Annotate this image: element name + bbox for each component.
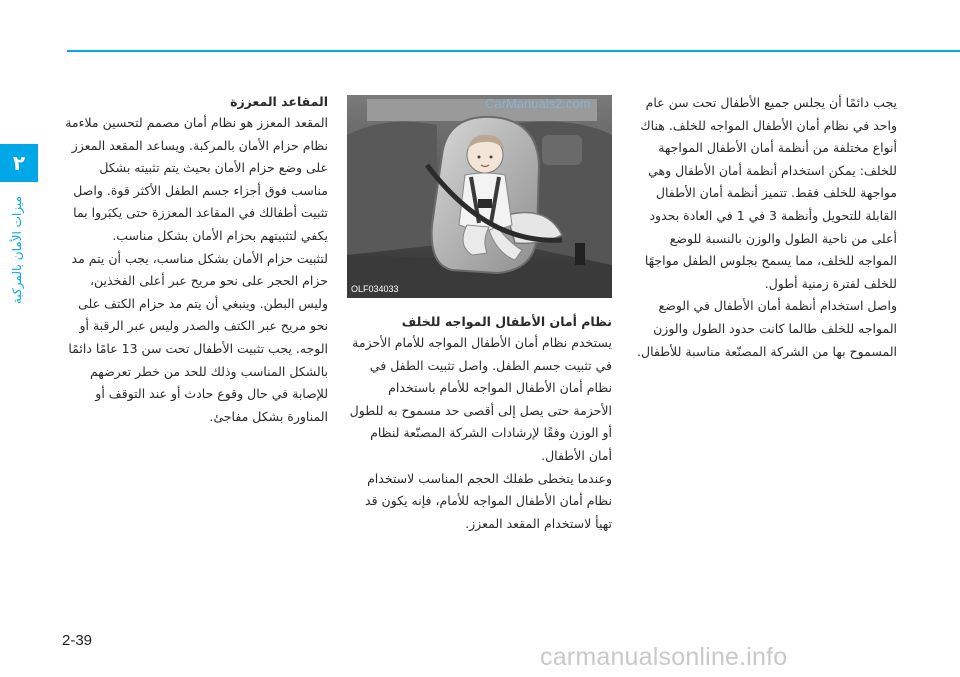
header-rule [67, 50, 960, 52]
paragraph: لتثبيت حزام الأمان بشكل مناسب، يجب أن يتم مد حزام الحجر على نحو مريح عبر أعلى الفخذين، وليس البطن. وينبغي أن يتم مد حزام الكتف على نحو مريح عبر الكتف والصدر وليس عبر الرقبة أو الوجه. يجب تثبيت الأطفال تحت سن 13 عامًا دائمًا بالشكل المناسب وذلك للحد من خطر تعرضهم للإصابة في حال وقوع حادث أو عند التوقف أو المناورة بشكل مفاجئ. [68, 250, 328, 424]
watermark-bottom: carmanualsonline.info [540, 643, 788, 671]
paragraph: المقعد المعزز هو نظام أمان مصمم لتحسين ملاءمة نظام حزام الأمان بالمركبة. ويساعد المقعد المعزز على وضع حزام الأمان بحيث يتم تثبيته بشكل مناسب فوق أجزاء جسم الطفل الأكثر قوة. واصل تثبيت أطفالك في المقاعد المعززة حتى يكبَروا بما يكفي لتثبيتهم بحزام الأمان بشكل مناسب. [65, 115, 328, 243]
left-column [62, 92, 328, 428]
chapter-number: ٢ [12, 151, 26, 175]
image-code: OLF034033 [351, 284, 399, 294]
child-seat-illustration [347, 95, 612, 298]
chapter-tab[interactable] [0, 144, 38, 182]
right-column [632, 92, 897, 363]
watermark-top: CarManuals2.com [485, 96, 591, 111]
middle-column [347, 312, 612, 535]
chapter-title: ميزات الأمان بالمركبة [10, 196, 24, 304]
paragraph: يجب دائمًا أن يجلس جميع الأطفال تحت سن عام واحد في نظام أمان الأطفال المواجه للخلف. هناك أنواع مختلفة من أنظمة أمان الأطفال المواجهة للخلف: يمكن استخدام أنظمة أمان الأطفال وهي مواجهة للخلف فقط. تتميز أنظمة أمان الأطفال القابلة للتحويل وأنظمة 3 في 1 في العادة بحدود أعلى من ناحية الطول والوزن بالنسبة للوضع المواجه للخلف، مما يسمح بجلوس الطفل مواجهًا للخلف لفترة زمنية أطول. [640, 95, 897, 291]
paragraph: يستخدم نظام أمان الأطفال المواجه للأمام الأحزمة في تثبيت جسم الطفل. واصل تثبيت الطفل في نظام أمان الأطفال المواجه للأمام باستخدام الأحزمة حتى يصل إلى أقصى حد مسموح به للطول أو الوزن وفقًا لإرشادات الشركة المصنّعة لنظام أمان الأطفال. [349, 335, 612, 463]
page-number: 2-39 [62, 632, 93, 649]
paragraph: واصل استخدام أنظمة أمان الأطفال في الوضع المواجه للخلف طالما كانت حدود الطول والوزن المسموح بها من الشركة المصنّعة مناسبة للأطفال. [637, 298, 897, 359]
section-heading: نظام أمان الأطفال المواجه للخلف [401, 314, 612, 329]
rear-facing-seat-image [347, 95, 612, 298]
paragraph: وعندما يتخطى طفلك الحجم المناسب لاستخدام نظام أمان الأطفال المواجه للأمام، فإنه يكون قد تهيأ لاستخدام المقعد المعزز. [365, 470, 612, 531]
section-heading: المقاعد المعززة [230, 94, 328, 109]
